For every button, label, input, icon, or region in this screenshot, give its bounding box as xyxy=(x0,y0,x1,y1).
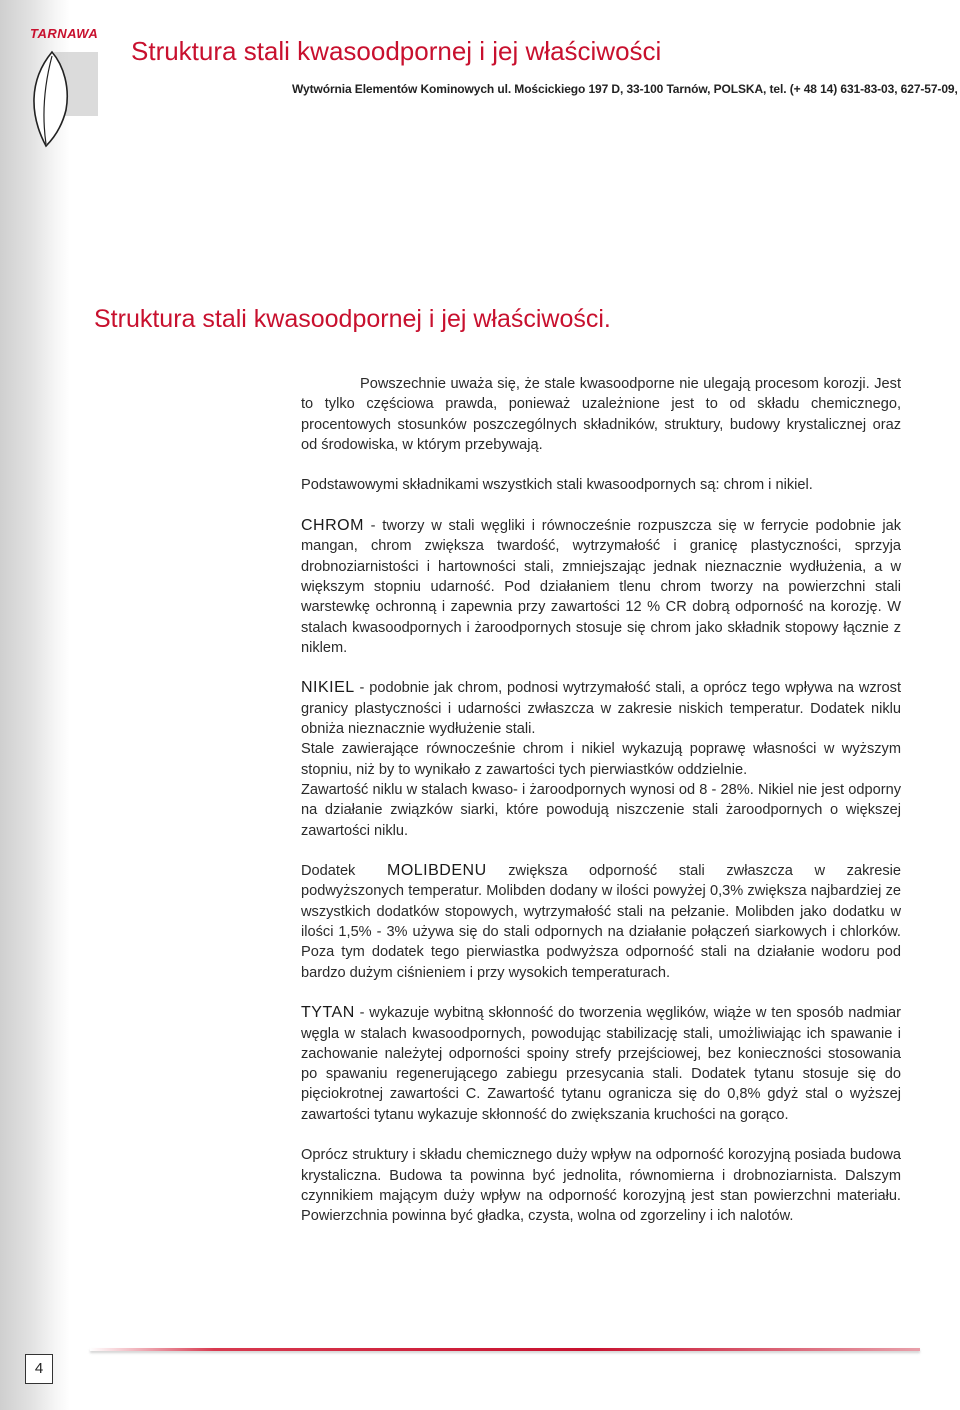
logo-text: TARNAWA xyxy=(30,26,99,41)
molibden-keyword: MOLIBDENU xyxy=(387,862,487,880)
tytan-text: - wykazuje wybitną skłonność do tworzenia węglików, wiąże w ten sposób nadmiar węgla w stalach kwasoodpornych, powodując stabilizację stali, umożliwiając ich spawanie i zachowanie należytej odporności spoiny strefy przejściowej, bez konieczności stosowania po spawaniu regenerującego zabiegu przesycania stali. Dodatek tytanu stosuje się do pięciokrotnej zawartości C. Zawartość tytanu ogranicza się do 0,8% gdyż stal o wyższej zawartości tytanu wykazuje skłonność do zwiększania kruchości na gorąco. xyxy=(301,1005,901,1123)
footer-divider xyxy=(90,1348,920,1351)
molibden-prefix: Dodatek xyxy=(301,863,356,880)
nikiel-text: - podobnie jak chrom, podnosi wytrzymałość stali, a oprócz tego wpływa na wzrost granicy plastyczności i udarności zwłaszcza w zakresie niskich temperatur. Dodatek niklu obniża nieznacznie wydłużenie stali. xyxy=(301,680,901,738)
tarnawa-logo-icon xyxy=(24,26,104,150)
nikiel-paragraph xyxy=(301,678,901,739)
closing-paragraph: Oprócz struktury i składu chemicznego duży wpływ na odporność korozyjną posiada budowa krystaliczna. Budowa ta powinna być jednolita, równomierna i drobnoziarnista. Dalszym czynnikiem mającym duży wpływ na odporność korozyjną jest stan powierzchni materiału. Powierzchnia powinna być gładka, czysta, wolna od zgorzeliny i ich nalotów. xyxy=(301,1147,901,1225)
article-body xyxy=(301,374,901,1247)
sidebar-gradient xyxy=(0,0,70,1410)
basic-paragraph: Podstawowymi składnikami wszystkich stali kwasoodpornych są: chrom i nikiel. xyxy=(301,477,813,494)
nikiel-paragraph-3: Zawartość niklu w stalach kwaso- i żaroodpornych wynosi od 8 - 28%. Nikiel nie jest odporny na działanie związków siarki, które powodują niszczenie stali żaroodpornych o większej zawartości niklu. xyxy=(301,781,901,839)
chrom-paragraph xyxy=(301,516,901,658)
header-title: Struktura stali kwasoodpornej i jej właściwości xyxy=(131,36,662,66)
page-number: 4 xyxy=(25,1354,53,1384)
page-title: Struktura stali kwasoodpornej i jej właściwości. xyxy=(94,305,611,333)
molibden-paragraph xyxy=(301,861,901,983)
chrom-keyword: CHROM xyxy=(301,517,364,535)
molibden-text: zwiększa odporność stali zwłaszcza w zakresie podwyższonych temperatur. Molibden dodany w ilości powyżej 0,3% zwiększa najbardziej ze wszystkich dodatków stopowych, wytrzymałość stali na pełzanie. Molibden jako dodatku w ilości 1,5% - 3% używa się do stali odpornych na działanie połączeń siarkowych i chlorków. Poza tym dodatek tego pierwiastka podwyższa odporność stali na działanie wodoru pod bardzo dużym ciśnieniem i przy wysokich temperaturach. xyxy=(301,863,901,981)
header-address: Wytwórnia Elementów Kominowych ul. Mościckiego 197 D, 33-100 Tarnów, POLSKA, tel. (+ 48 14) 631-83-03, 627-57-09, xyxy=(292,82,958,96)
tytan-paragraph xyxy=(301,1003,901,1125)
nikiel-keyword: NIKIEL xyxy=(301,679,355,697)
tytan-keyword: TYTAN xyxy=(301,1004,355,1022)
chrom-text: - tworzy w stali węgliki i równocześnie rozpuszcza się w ferrycie podobnie jak mangan, chrom zwiększa twardość, wytrzymałość i granicę plastyczności, sprzyja drobnoziarnistości i hartowności stali, zmniejszając jednak nieznacznie wydłużenia, a w większym stopniu udarność. Pod działaniem tlenu chrom tworzy na powierzchni stali warstewkę ochronną i zapewnia przy zawartości 12 % CR dobrą odporność na korozję. W stalach kwasoodpornych i żaroodpornych stosuje się chrom jako składnik stopowy łącznie z niklem. xyxy=(301,518,901,656)
nikiel-paragraph-2: Stale zawierające równocześnie chrom i nikiel wykazują poprawę własności w wyższym stopniu, niż by to wynikało z zawartości tych pierwiastków oddzielnie. xyxy=(301,741,901,778)
intro-paragraph: Powszechnie uważa się, że stale kwasoodporne nie ulegają procesom korozji. Jest to tylko częściowa prawda, ponieważ uzależnione jest to od składu chemicznego, procentowych stosunków poszczególnych składników, struktury, budowy krystalicznej oraz od środowiska, w którym przebywają. xyxy=(301,376,901,453)
